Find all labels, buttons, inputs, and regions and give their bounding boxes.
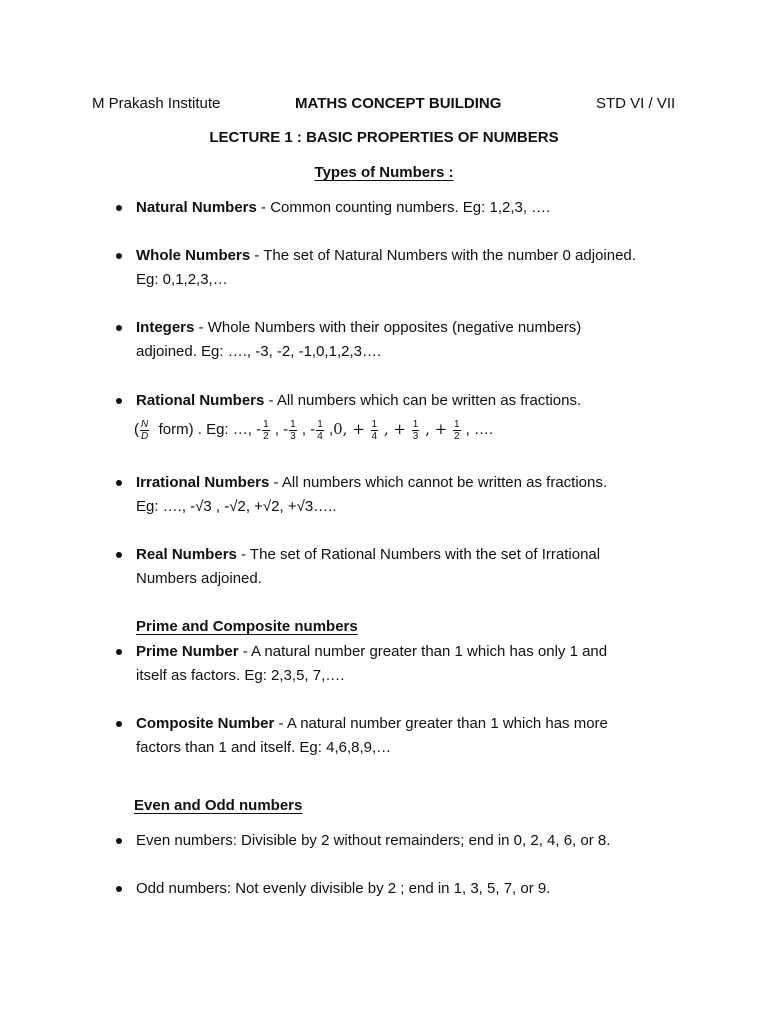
composite-number-example: factors than 1 and itself. Eg: 4,6,8,9,… <box>136 739 392 756</box>
bullet-icon <box>116 721 122 727</box>
prime-composite-heading: Prime and Composite numbers <box>136 618 358 635</box>
definition: - Whole Numbers with their opposites (negative numbers) <box>194 319 582 336</box>
term: Integers <box>136 319 195 336</box>
term: Real Numbers <box>136 546 237 563</box>
term: Irrational Numbers <box>136 474 270 491</box>
term: Natural Numbers <box>136 199 257 216</box>
definition: - All numbers which can be written as fractions. <box>264 392 582 409</box>
definition: - A natural number greater than 1 which has more <box>274 715 608 732</box>
fraction-one-quarter: $\frac{1}{4}$ <box>317 418 323 442</box>
lecture-title: LECTURE 1 : BASIC PROPERTIES OF NUMBERS <box>209 129 559 146</box>
definition: - The set of Natural Numbers with the number 0 adjoined. <box>250 247 636 264</box>
bullet-icon <box>116 649 122 655</box>
irrational-numbers-line <box>136 471 607 495</box>
bullet-icon <box>116 838 122 844</box>
course-title: MATHS CONCEPT BUILDING <box>295 95 502 112</box>
bullet-icon <box>116 398 122 404</box>
zero-plus: 0, + <box>333 420 370 438</box>
term: Whole Numbers <box>136 247 251 264</box>
prime-number-line <box>136 640 607 664</box>
natural-numbers-line <box>136 196 550 220</box>
term: Composite Number <box>136 715 275 732</box>
paren: ( <box>134 421 139 438</box>
fraction-one-third: $\frac{1}{3}$ <box>412 418 419 442</box>
institute-name: M Prakash Institute <box>92 95 221 112</box>
real-numbers-line <box>136 543 600 567</box>
odd-numbers-line: Odd numbers: Not evenly divisible by 2 ; end in 1, 3, 5, 7, or 9. <box>136 880 551 897</box>
bullet-icon <box>116 480 122 486</box>
integers-line <box>136 316 581 340</box>
bullet-icon <box>116 253 122 259</box>
fraction-one-third: $\frac{1}{3}$ <box>290 418 296 442</box>
bullet-icon <box>116 552 122 558</box>
whole-numbers-example: Eg: 0,1,2,3,… <box>136 271 228 288</box>
bullet-icon <box>116 325 122 331</box>
rational-example: ( $\frac{N}{D}$ form) . Eg: …, - $\frac{1}{2}$ , - $\frac{1}{3}$ , - $\frac{1}{4}$ ,0, + $\frac{1}{4}$ , + $\frac{1}{3}$ , + $\frac{1}{2}$ , …. <box>134 418 494 442</box>
bullet-icon <box>116 886 122 892</box>
composite-number-line <box>136 712 608 736</box>
real-numbers-cont: Numbers adjoined. <box>136 570 262 587</box>
types-heading: Types of Numbers : <box>314 164 454 181</box>
fraction-n-over-d: $\frac{N}{D}$ <box>141 418 149 442</box>
bullet-icon <box>116 205 122 211</box>
definition: - All numbers which cannot be written as fractions. <box>269 474 608 491</box>
rational-numbers-line <box>136 389 581 413</box>
integers-example: adjoined. Eg: …., -3, -2, -1,0,1,2,3…. <box>136 343 382 360</box>
term: Prime Number <box>136 643 239 660</box>
fraction-one-quarter: $\frac{1}{4}$ <box>371 418 378 442</box>
fraction-one-half: $\frac{1}{2}$ <box>453 418 460 442</box>
definition: - Common counting numbers. Eg: 1,2,3, …. <box>256 199 551 216</box>
term: Rational Numbers <box>136 392 265 409</box>
even-odd-heading: Even and Odd numbers <box>134 797 303 814</box>
std-label: STD VI / VII <box>596 95 676 112</box>
irrational-example: Eg: …., -√3 , -√2, +√2, +√3….. <box>136 498 337 515</box>
rational-form-text: form) . Eg: …, - <box>158 421 262 438</box>
even-numbers-line: Even numbers: Divisible by 2 without remainders; end in 0, 2, 4, 6, or 8. <box>136 832 611 849</box>
definition: - The set of Rational Numbers with the set of Irrational <box>236 546 601 563</box>
fraction-one-half: $\frac{1}{2}$ <box>263 418 269 442</box>
whole-numbers-line <box>136 244 636 268</box>
prime-number-example: itself as factors. Eg: 2,3,5, 7,…. <box>136 667 345 684</box>
definition: - A natural number greater than 1 which has only 1 and <box>238 643 608 660</box>
